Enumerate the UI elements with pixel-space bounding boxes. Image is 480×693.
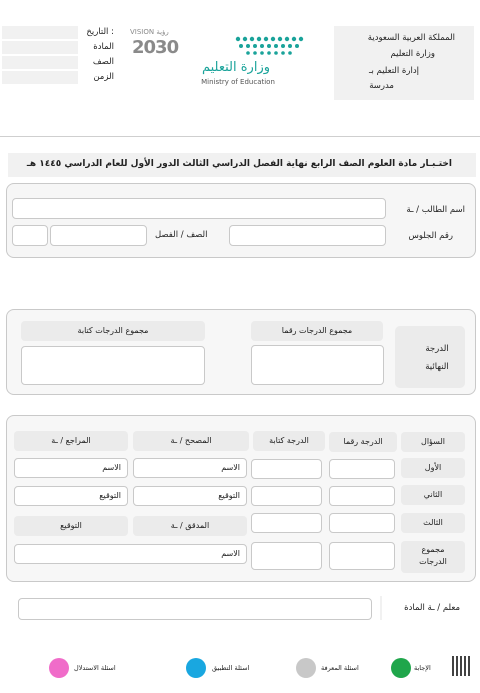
header-corrector: المصحح / ـة: [133, 431, 249, 451]
application-legend-label: اسئلة التطبيق: [212, 664, 250, 672]
auditor-label: المدقق / ـة: [133, 516, 247, 536]
reasoning-legend-label: اسئلة الاستدلال: [74, 664, 116, 672]
ministry-text: وزارة التعليم: [390, 49, 435, 59]
class-input[interactable]: [50, 225, 147, 246]
corrector-signature[interactable]: التوقيع: [133, 486, 247, 506]
row-second-digits[interactable]: [329, 486, 395, 506]
row-first-words[interactable]: [251, 459, 322, 479]
school-text: مدرسة: [369, 81, 394, 91]
moe-logo-arabic: وزارة التعليم: [201, 60, 271, 75]
vision-2030-logo: [130, 28, 194, 68]
exam-title-bar: [8, 153, 476, 177]
student-info-panel: [6, 183, 476, 258]
teacher-input[interactable]: [18, 598, 372, 620]
header-right-box: [334, 26, 474, 100]
final-grade-panel: [6, 309, 476, 395]
digits-total-chip: مجموع الدرجات رقما: [251, 321, 383, 341]
application-dot-icon: [186, 658, 206, 678]
header-divider: [0, 136, 480, 137]
vision-year: 2030: [132, 37, 179, 58]
moe-logo-mark: [234, 34, 314, 58]
time-label: الزمن: [93, 72, 114, 82]
legend: [0, 650, 480, 690]
knowledge-dot-icon: [296, 658, 316, 678]
header-question: السؤال: [401, 432, 465, 452]
row-third-digits[interactable]: [329, 513, 395, 533]
auditor-signature-label: التوقيع: [14, 516, 128, 536]
scores-panel: [6, 415, 476, 582]
seat-number-label: رقم الجلوس: [408, 231, 453, 241]
qr-code-icon: [452, 656, 472, 676]
student-name-input[interactable]: [12, 198, 386, 219]
row-label-third: الثالث: [401, 513, 465, 533]
subject-label: المادة: [93, 42, 114, 52]
class-label: الصف / الفصل: [155, 230, 208, 240]
subject-field[interactable]: [2, 41, 78, 54]
moe-logo: [196, 34, 312, 90]
section-input[interactable]: [12, 225, 48, 246]
final-grade-label: الدرجة النهائية: [425, 344, 449, 372]
grade-field[interactable]: [2, 56, 78, 69]
answer-dot-icon: [391, 658, 411, 678]
corrector-name[interactable]: الاسم: [133, 458, 247, 478]
answer-legend-label: الإجابة: [414, 664, 431, 672]
directorate-text: إدارة التعليم بـ: [369, 66, 419, 76]
header-digits: الدرجة رقما: [329, 432, 397, 452]
row-label-second: الثاني: [401, 485, 465, 505]
row-third-words[interactable]: [251, 513, 322, 533]
teacher-label: معلم / ـة المادة: [404, 603, 460, 613]
words-total-chip: مجموع الدرجات كتابة: [21, 321, 205, 341]
header-left-fields: [2, 26, 114, 90]
reviewer-signature[interactable]: التوقيع: [14, 486, 128, 506]
teacher-input-box: [380, 596, 382, 620]
reviewer-name[interactable]: الاسم: [14, 458, 128, 478]
total-label: مجموع الدرجات: [419, 545, 447, 566]
auditor-name[interactable]: الاسم: [14, 544, 247, 564]
exam-title: اختـبـار مادة العلوم الصف الرابع نهاية الفصل الدراسي الثالث الدور الأول للعام الدراسي ١٤٤٥ هـ: [26, 159, 452, 169]
reasoning-dot-icon: [49, 658, 69, 678]
date-field[interactable]: [2, 26, 78, 39]
words-total-input[interactable]: [21, 346, 205, 385]
knowledge-legend-label: اسئلة المعرفة: [321, 664, 359, 672]
kingdom-text: المملكة العربية السعودية: [367, 33, 455, 43]
header-reviewer: المراجع / ـة: [14, 431, 128, 451]
row-first-digits[interactable]: [329, 459, 395, 479]
final-grade-label-box: [395, 326, 465, 388]
header-words: الدرجة كتابة: [253, 431, 325, 451]
row-second-words[interactable]: [251, 486, 322, 506]
vision-label: VISION رؤية: [130, 28, 169, 36]
moe-logo-english: Ministry of Education: [201, 78, 275, 86]
student-name-label: اسم الطالب / ـة: [406, 205, 465, 215]
digits-total-input[interactable]: [251, 345, 384, 385]
total-digits[interactable]: [329, 542, 395, 570]
seat-number-input[interactable]: [229, 225, 386, 246]
time-field[interactable]: [2, 71, 78, 84]
total-words[interactable]: [251, 542, 322, 570]
grade-label: الصف: [92, 57, 114, 67]
date-label: التاريخ :: [86, 27, 114, 37]
total-label-box: [401, 541, 465, 573]
row-label-first: الأول: [401, 458, 465, 478]
